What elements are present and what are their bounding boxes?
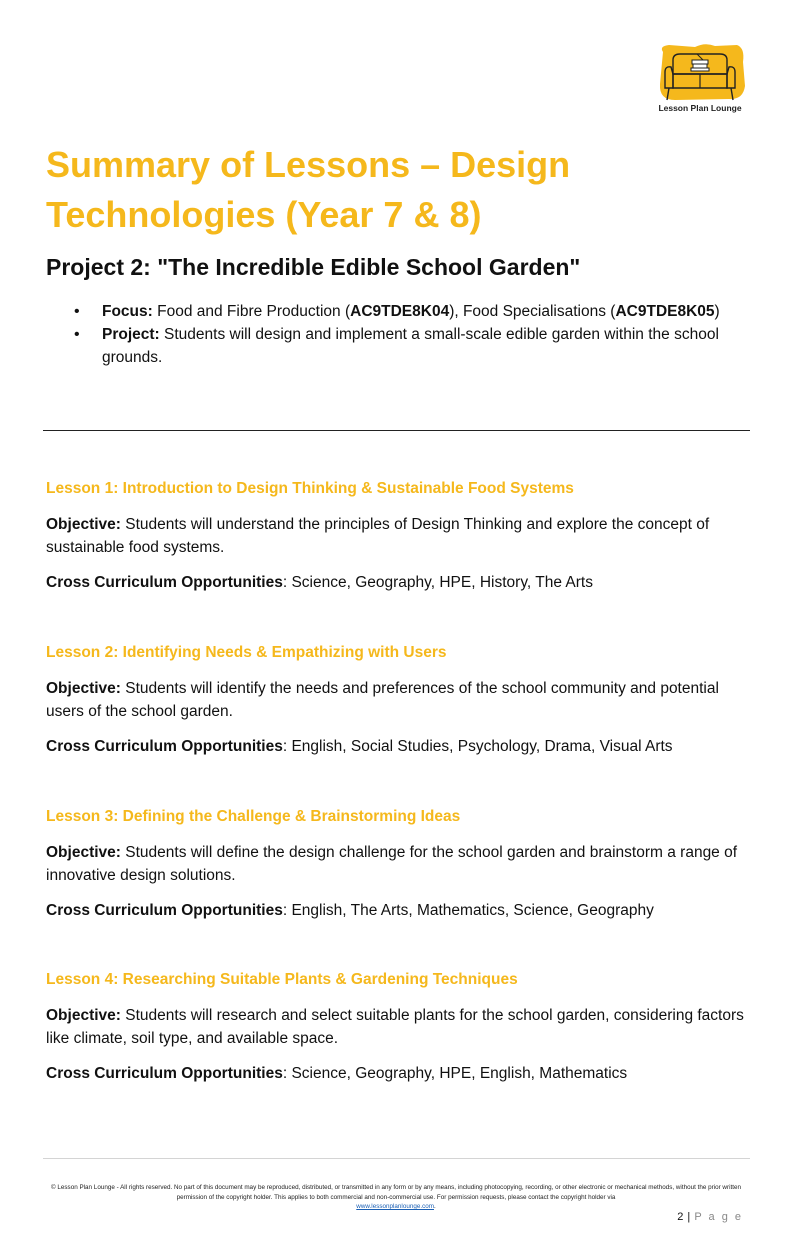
cross-label: Cross Curriculum Opportunities bbox=[46, 738, 283, 755]
lesson-title: Lesson 1: Introduction to Design Thinking & Sustainable Food Systems bbox=[46, 480, 574, 497]
lesson-cross-curriculum bbox=[46, 1062, 746, 1085]
focus-text-3: ) bbox=[714, 303, 720, 320]
link-suffix: . bbox=[433, 1203, 436, 1210]
sofa-books-icon bbox=[655, 42, 745, 104]
project-label: Project: bbox=[102, 326, 160, 343]
objective-text: Students will define the design challenge for the school garden and brainstorm a range of innovative design solutions. bbox=[46, 844, 738, 884]
objective-text: Students will understand the principles of Design Thinking and explore the concept of sustainable food systems. bbox=[46, 516, 710, 556]
lesson-4 bbox=[46, 970, 746, 1097]
cross-text: : English, Social Studies, Psychology, Drama, Visual Arts bbox=[282, 738, 673, 755]
lesson-3 bbox=[46, 807, 746, 934]
lesson-2 bbox=[46, 643, 746, 770]
focus-code-1: AC9TDE8K04 bbox=[350, 303, 450, 320]
objective-label: Objective: bbox=[46, 680, 121, 697]
cross-text: : Science, Geography, HPE, History, The Arts bbox=[282, 574, 593, 591]
focus-text-1: Food and Fibre Production ( bbox=[152, 303, 351, 320]
logo bbox=[650, 40, 750, 120]
project-text: Students will design and implement a small-scale edible garden within the school grounds. bbox=[102, 326, 719, 366]
copyright-text: © Lesson Plan Lounge - All rights reserved. No part of this document may be reproduced, distributed, or transmitted in any form or by any means, including photocopying, recording, or other electronic or mechanical methods, without the prior written permission of the copyright holder. This applies to both commercial and non-commercial use. For permission requests, please contact the copyright holder via bbox=[51, 1184, 741, 1201]
lesson-objective bbox=[46, 677, 746, 723]
lesson-title: Lesson 2: Identifying Needs & Empathizing with Users bbox=[46, 644, 447, 661]
page-separator: | bbox=[683, 1211, 695, 1223]
lesson-1 bbox=[46, 479, 746, 606]
lesson-objective bbox=[46, 841, 746, 887]
focus-code-2: AC9TDE8K05 bbox=[615, 303, 715, 320]
bullet-project bbox=[102, 323, 752, 369]
focus-label: Focus: bbox=[102, 303, 153, 320]
lesson-cross-curriculum bbox=[46, 571, 746, 594]
logo-text: Lesson Plan Lounge bbox=[658, 103, 742, 113]
lesson-title: Lesson 4: Researching Suitable Plants & Gardening Techniques bbox=[46, 971, 518, 988]
lesson-cross-curriculum bbox=[46, 899, 746, 922]
objective-text: Students will research and select suitable plants for the school garden, considering factors like climate, soil type, and available space. bbox=[46, 1007, 744, 1047]
page-label: P a g e bbox=[694, 1211, 743, 1223]
cross-text: : English, The Arts, Mathematics, Science, Geography bbox=[282, 902, 654, 919]
footer-divider bbox=[43, 1158, 750, 1159]
objective-label: Objective: bbox=[46, 1007, 121, 1024]
objective-text: Students will identify the needs and preferences of the school community and potential users of the school garden. bbox=[46, 680, 719, 720]
bullet-focus bbox=[102, 300, 752, 323]
objective-label: Objective: bbox=[46, 844, 121, 861]
objective-label: Objective: bbox=[46, 516, 121, 533]
lesson-objective bbox=[46, 513, 746, 559]
copyright-footer bbox=[50, 1183, 742, 1212]
cross-label: Cross Curriculum Opportunities bbox=[46, 902, 283, 919]
cross-label: Cross Curriculum Opportunities bbox=[46, 574, 283, 591]
project-bullets bbox=[102, 300, 752, 369]
project-heading: Project 2: "The Incredible Edible School Garden" bbox=[46, 254, 581, 280]
focus-text-2: ), Food Specialisations ( bbox=[449, 303, 616, 320]
lesson-objective bbox=[46, 1004, 746, 1050]
cross-text: : Science, Geography, HPE, English, Mathematics bbox=[282, 1065, 628, 1082]
page-title: Summary of Lessons – Design Technologies (Year 7 & 8) bbox=[46, 144, 571, 235]
page-number bbox=[677, 1211, 743, 1223]
lesson-title: Lesson 3: Defining the Challenge & Brainstorming Ideas bbox=[46, 808, 461, 825]
page-number-value: 2 bbox=[677, 1211, 684, 1223]
cross-label: Cross Curriculum Opportunities bbox=[46, 1065, 283, 1082]
website-link[interactable]: www.lessonplanlounge.com bbox=[356, 1203, 434, 1210]
section-divider bbox=[43, 430, 750, 431]
lesson-cross-curriculum bbox=[46, 735, 746, 758]
